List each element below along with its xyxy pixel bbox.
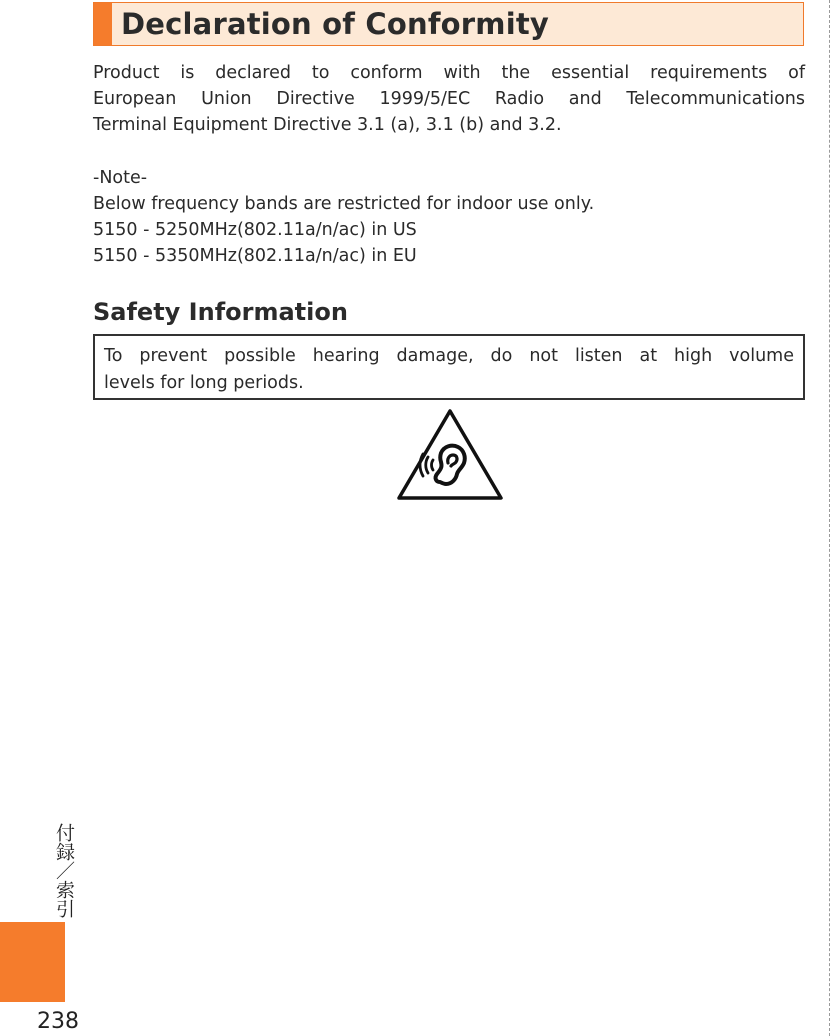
safety-notice-box xyxy=(93,334,805,400)
title-accent-stripe xyxy=(94,3,112,45)
declaration-line: Terminal Equipment Directive 3.1 (a), 3.1 (b) and 3.2. xyxy=(93,115,562,135)
note-line: 5150 - 5350MHz(802.11a/n/ac) in EU xyxy=(93,246,417,266)
declaration-paragraph xyxy=(93,60,805,138)
declaration-line: Product is declared to conform with the essential requirements of xyxy=(93,63,805,83)
note-block xyxy=(93,165,805,269)
safety-line: levels for long periods. xyxy=(104,373,304,393)
page-title: Declaration of Conformity xyxy=(121,7,550,41)
page-number: 238 xyxy=(37,1009,79,1034)
note-line: 5150 - 5250MHz(802.11a/n/ac) in US xyxy=(93,220,417,240)
hearing-warning-icon xyxy=(396,408,504,502)
section-tab-marker xyxy=(0,922,65,1002)
declaration-line: European Union Directive 1999/5/EC Radio and Telecommunications xyxy=(93,89,805,109)
page-edge-dashed-rule xyxy=(829,0,830,1036)
safety-heading: Safety Information xyxy=(93,298,348,326)
section-tab-label: 付録／索引 xyxy=(53,822,75,918)
note-heading: -Note- xyxy=(93,168,148,188)
note-line: Below frequency bands are restricted for indoor use only. xyxy=(93,194,595,214)
safety-line: To prevent possible hearing damage, do not listen at high volume xyxy=(104,346,794,366)
title-bar xyxy=(93,2,804,46)
